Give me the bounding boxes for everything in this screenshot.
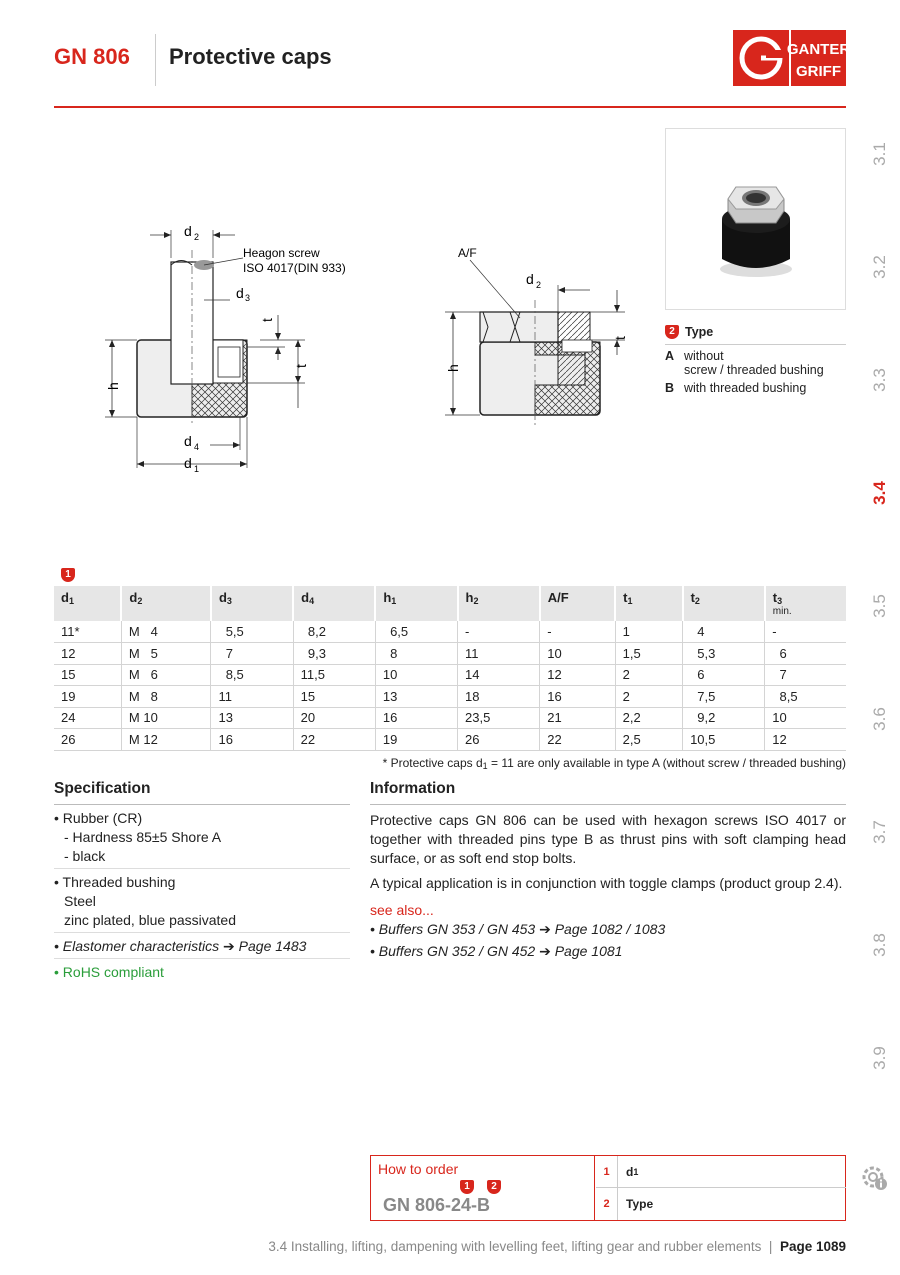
label-t1: t <box>259 318 275 322</box>
header-separator <box>155 34 156 86</box>
how-to-order <box>370 1155 846 1221</box>
header-rule <box>54 106 846 108</box>
table-row <box>54 686 846 708</box>
type-row-b: B with threaded bushing <box>665 381 807 395</box>
drawing-type-a <box>100 210 370 480</box>
see-also-link-1[interactable]: • Buffers GN 353 / GN 453 ➔ Page 1082 / 1083 <box>370 921 666 937</box>
table-cell: 11 <box>211 686 293 708</box>
col-header-9: $t_3$ min. <box>765 586 846 621</box>
table-cell: 26 <box>458 729 540 751</box>
col-header-6: A/F <box>540 586 615 621</box>
see-also-link-2[interactable]: • Buffers GN 352 / GN 452 ➔ Page 1081 <box>370 943 623 959</box>
table-cell: M 12 <box>121 729 211 751</box>
spec-rubber: • Rubber (CR) - Hardness 85±5 Shore A - black <box>54 805 350 869</box>
table-cell: 13 <box>375 686 457 708</box>
type-badge: 2 <box>665 325 679 339</box>
table-cell: 22 <box>293 729 375 751</box>
table-cell: 2,2 <box>615 707 682 729</box>
info-paragraph-1: Protective caps GN 806 can be used with hexagon screws ISO 4017 or together with threaded pins type B as thrust pins with soft clamping head surface, or as soft end stop bolts. <box>370 812 846 866</box>
label-d3: d <box>236 285 244 301</box>
spec-bushing: • Threaded bushing Steel zinc plated, blue passivated <box>54 869 350 933</box>
col-header-3: $d_4$ <box>293 586 375 621</box>
table-cell: 13 <box>211 707 293 729</box>
dimension-table <box>54 586 846 751</box>
information-section <box>370 779 846 961</box>
order-row-2: 2 Type <box>596 1188 846 1220</box>
order-badge-1: 1 <box>460 1180 474 1194</box>
table-cell: 6 <box>765 643 846 665</box>
table-cell: 9,3 <box>293 643 375 665</box>
table-footnote: * Protective caps $d_1 = 11$ are only available in type A (without screw / threaded bushing) <box>382 756 846 771</box>
label-d4-sub: 4 <box>194 442 200 452</box>
table-row <box>54 643 846 665</box>
information-title: Information <box>370 779 846 805</box>
table-cell: 2 <box>615 664 682 686</box>
label-h1: h <box>105 382 121 390</box>
table-cell: M 5 <box>121 643 211 665</box>
side-tab-3-4[interactable]: 3.4 <box>870 481 889 505</box>
type-title: Type <box>685 325 714 339</box>
col-header-4: $h_1$ <box>375 586 457 621</box>
table-cell: 5,3 <box>683 643 765 665</box>
table-cell: 7 <box>765 664 846 686</box>
table-cell: 9,2 <box>683 707 765 729</box>
table-cell: 10 <box>375 664 457 686</box>
label-d2-sub: 2 <box>194 232 200 242</box>
side-tab-3-7[interactable]: 3.7 <box>870 820 889 844</box>
table-cell: 8,5 <box>211 664 293 686</box>
table-cell: M 10 <box>121 707 211 729</box>
specification-section <box>54 779 350 984</box>
drawing-type-b <box>440 240 640 430</box>
spec-rohs: • RoHS compliant <box>54 964 164 980</box>
table-cell: 11* <box>54 621 121 643</box>
table-cell: 2 <box>615 686 682 708</box>
table-cell: 8,2 <box>293 621 375 643</box>
label-h2: h <box>445 364 461 372</box>
see-also: see also... <box>370 902 434 918</box>
order-badge-2: 2 <box>487 1180 501 1194</box>
table-cell: 11 <box>458 643 540 665</box>
table-row <box>54 729 846 751</box>
table-cell: 15 <box>293 686 375 708</box>
col-header-5: $h_2$ <box>458 586 540 621</box>
label-t2: t <box>293 364 309 368</box>
table-cell: 23,5 <box>458 707 540 729</box>
page-number: Page 1089 <box>779 1239 846 1254</box>
label-d2-b-sub: 2 <box>536 280 542 290</box>
table-cell: M 6 <box>121 664 211 686</box>
table-cell: 4 <box>683 621 765 643</box>
screw-note-1: Heagon screw <box>243 246 320 260</box>
table-cell: 8 <box>375 643 457 665</box>
side-tab-3-1[interactable]: 3.1 <box>870 142 889 166</box>
info-paragraph-2: A typical application is in conjunction with toggle clamps (product group 2.4). <box>370 875 843 891</box>
table-cell: 12 <box>765 729 846 751</box>
table-cell: 26 <box>54 729 121 751</box>
label-d4: d <box>184 433 192 449</box>
table-cell: 6 <box>683 664 765 686</box>
spec-elastomer-link[interactable]: • Elastomer characteristics ➔ Page 1483 <box>54 933 350 959</box>
col-header-7: $t_1$ <box>615 586 682 621</box>
label-d3-sub: 3 <box>245 293 251 303</box>
table-cell: 10 <box>765 707 846 729</box>
label-d2-b: d <box>526 271 534 287</box>
side-tab-3-6[interactable]: 3.6 <box>870 707 889 731</box>
table-cell: M 8 <box>121 686 211 708</box>
table-cell: 8,5 <box>765 686 846 708</box>
side-tab-3-5[interactable]: 3.5 <box>870 594 889 618</box>
table-row <box>54 621 846 643</box>
page-footer: 3.4 Installing, lifting, dampening with levelling feet, lifting gear and rubber elements | Page 1089 <box>268 1239 846 1254</box>
table-cell: 21 <box>540 707 615 729</box>
side-tab-3-3[interactable]: 3.3 <box>870 368 889 392</box>
table-cell: 11,5 <box>293 664 375 686</box>
table-cell: 19 <box>375 729 457 751</box>
label-af: A/F <box>458 246 477 260</box>
table-row <box>54 664 846 686</box>
table-cell: 14 <box>458 664 540 686</box>
col-header-8: $t_2$ <box>683 586 765 621</box>
table-cell: 18 <box>458 686 540 708</box>
side-tab-3-8[interactable]: 3.8 <box>870 933 889 957</box>
screw-note-2: ISO 4017(DIN 933) <box>243 261 346 275</box>
side-tab-3-9[interactable]: 3.9 <box>870 1046 889 1070</box>
label-t3: t <box>612 336 628 340</box>
table-cell: - <box>540 621 615 643</box>
table-cell: 16 <box>540 686 615 708</box>
brand-line1: GANTER <box>786 41 846 58</box>
table-cell: 19 <box>54 686 121 708</box>
type-legend <box>665 325 846 395</box>
col-header-1: $d_2$ <box>121 586 211 621</box>
order-code: GN 806-24-B <box>383 1195 491 1215</box>
table-cell: 7,5 <box>683 686 765 708</box>
product-code: GN 806 <box>54 44 130 69</box>
table-cell: 6,5 <box>375 621 457 643</box>
table-badge: 1 <box>61 564 75 582</box>
table-cell: 1 <box>615 621 682 643</box>
order-title: How to order <box>378 1161 459 1177</box>
type-row-a: A without screw / threaded bushing <box>665 349 824 377</box>
side-tab-3-2[interactable]: 3.2 <box>870 255 889 279</box>
table-cell: 16 <box>211 729 293 751</box>
table-row <box>54 707 846 729</box>
label-d2: d <box>184 223 192 239</box>
col-header-0: $d_1$ <box>54 586 121 621</box>
table-cell: 2,5 <box>615 729 682 751</box>
order-row-1: 1 d 1 <box>596 1156 846 1188</box>
table-cell: 1,5 <box>615 643 682 665</box>
table-cell: 12 <box>540 664 615 686</box>
table-cell: 12 <box>54 643 121 665</box>
table-cell: M 4 <box>121 621 211 643</box>
table-cell: 7 <box>211 643 293 665</box>
col-header-2: $d_3$ <box>211 586 293 621</box>
table-cell: 15 <box>54 664 121 686</box>
label-d1-sub: 1 <box>194 464 200 474</box>
table-cell: 10 <box>540 643 615 665</box>
table-cell: 22 <box>540 729 615 751</box>
page-title: Protective caps <box>169 44 332 69</box>
brand-line2: GRIFF <box>796 63 841 80</box>
table-cell: 24 <box>54 707 121 729</box>
table-cell: 5,5 <box>211 621 293 643</box>
table-cell: 10,5 <box>683 729 765 751</box>
settings-info-icon[interactable] <box>860 1163 890 1193</box>
product-photo <box>665 128 846 310</box>
footer-text: 3.4 Installing, lifting, dampening with levelling feet, lifting gear and rubber elements <box>268 1239 762 1254</box>
ganter-logo <box>733 30 846 86</box>
table-cell: 20 <box>293 707 375 729</box>
table-cell: - <box>458 621 540 643</box>
label-d1: d <box>184 455 192 471</box>
table-cell: - <box>765 621 846 643</box>
specification-title: Specification <box>54 779 350 805</box>
table-cell: 16 <box>375 707 457 729</box>
